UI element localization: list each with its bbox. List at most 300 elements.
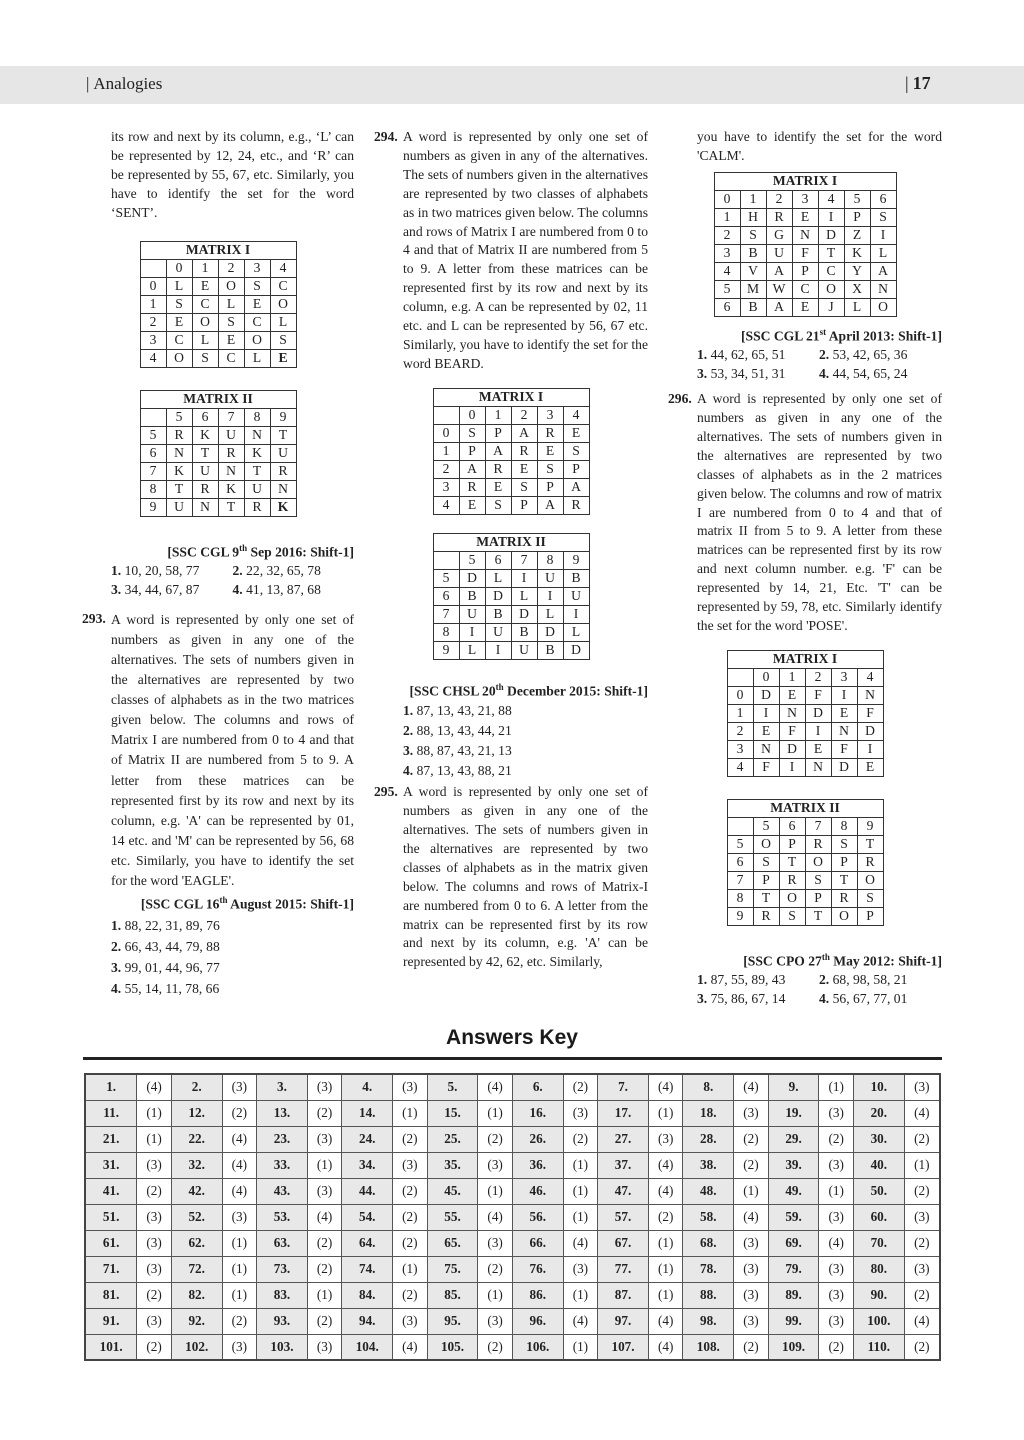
answer-choice: (1): [904, 1152, 940, 1178]
matrix-cell: G: [766, 226, 792, 244]
matrix-cell: D: [805, 704, 831, 722]
matrix-column-label: 4: [818, 190, 844, 208]
matrix-cell: T: [753, 889, 779, 907]
matrix-cell: N: [244, 426, 270, 444]
answer-question-number: 53.: [257, 1204, 308, 1230]
answer-question-number: 76.: [512, 1256, 563, 1282]
answer-choice: (1): [648, 1230, 683, 1256]
question-number: 293.: [82, 610, 106, 626]
matrix-cell: D: [857, 722, 883, 740]
answer-question-number: 85.: [427, 1282, 478, 1308]
answer-choice: (3): [222, 1074, 257, 1100]
answer-question-number: 18.: [683, 1100, 734, 1126]
answer-choice: (3): [734, 1100, 769, 1126]
matrix-column-label: 4: [857, 668, 883, 686]
q293-option-1: 1. 88, 22, 31, 89, 76: [111, 917, 220, 933]
answer-choice: (1): [222, 1230, 257, 1256]
answer-choice: (4): [478, 1204, 513, 1230]
answer-question-number: 109.: [768, 1334, 819, 1360]
matrix-cell: O: [831, 907, 857, 925]
question-text: A word is represented by only one set of numbers as given in any one of the alternatives. The sets of numbers given in the alternatives are represented by two classes of alphabets as in the 2 matrices given below. The columns and row of matrix I are numbered from 0 to 4 and that of matrix II from 5 to 9. A letter from these matrices can be represented first by its row and next column number. e.g. 'F' can be represented by 14, 21, Etc. 'T' can be represented by 59, 78, etc. Similarly identify the set for the word 'POSE'.: [697, 391, 942, 633]
matrix-row: [433, 460, 589, 478]
answer-question-number: 1.: [85, 1074, 137, 1100]
answer-question-number: 29.: [768, 1126, 819, 1152]
matrix-cell: S: [831, 835, 857, 853]
matrix-row-label: 9: [140, 498, 166, 516]
matrix-cell: D: [779, 740, 805, 758]
answer-question-number: 28.: [683, 1126, 734, 1152]
matrix-column-label: 6: [779, 817, 805, 835]
answer-choice: (4): [222, 1178, 257, 1204]
answer-choice: (4): [563, 1308, 598, 1334]
matrix-cell: X: [844, 280, 870, 298]
matrix-row: [433, 496, 589, 514]
matrix-table: [433, 388, 590, 515]
question-295: [374, 783, 648, 972]
matrix-cell: R: [511, 442, 537, 460]
matrix-cell: S: [485, 496, 511, 514]
answer-question-number: 17.: [598, 1100, 649, 1126]
answer-question-number: 56.: [512, 1204, 563, 1230]
answers-key-row: [85, 1204, 940, 1230]
matrix-row: [140, 426, 296, 444]
matrix-row: [727, 740, 883, 758]
column-1: [82, 128, 354, 999]
matrix-row: [433, 605, 589, 623]
matrix-row: [140, 462, 296, 480]
answer-question-number: 51.: [85, 1204, 137, 1230]
matrix-cell: P: [857, 907, 883, 925]
answer-question-number: 14.: [342, 1100, 393, 1126]
matrix-cell: O: [192, 313, 218, 331]
matrix-cell: E: [537, 442, 563, 460]
q292-continuation-text: its row and next by its column, e.g., ‘L’ can be represented by 12, 24, etc., and ‘R’ can be represented by 55, 67, etc. Similarly, you have to identify the set for the word ‘SENT’.: [111, 129, 354, 220]
answer-choice: (3): [563, 1100, 598, 1126]
matrix-cell: E: [270, 349, 296, 367]
q296-options-row-1: [668, 971, 942, 990]
answer-question-number: 79.: [768, 1256, 819, 1282]
q293-option-3: 3. 99, 01, 44, 96, 77: [111, 959, 220, 975]
answer-question-number: 71.: [85, 1256, 137, 1282]
matrix-cell: C: [192, 295, 218, 313]
matrix-cell: P: [485, 424, 511, 442]
answer-question-number: 9.: [768, 1074, 819, 1100]
matrix-cell: F: [792, 244, 818, 262]
answer-choice: (4): [563, 1230, 598, 1256]
answer-choice: (2): [819, 1126, 854, 1152]
answer-choice: (3): [819, 1256, 854, 1282]
answer-choice: (2): [393, 1178, 428, 1204]
answer-choice: (4): [904, 1308, 940, 1334]
answer-choice: (1): [563, 1204, 598, 1230]
matrix-cell: R: [485, 460, 511, 478]
matrix-column-label: 2: [511, 406, 537, 424]
matrix-cell: T: [270, 426, 296, 444]
answer-question-number: 49.: [768, 1178, 819, 1204]
answer-question-number: 59.: [768, 1204, 819, 1230]
answers-key-title: Answers Key: [446, 1026, 578, 1049]
matrix-table: [433, 533, 590, 660]
option-3: 3. 53, 34, 51, 31: [697, 366, 786, 382]
answer-choice: (3): [478, 1308, 513, 1334]
answer-choice: (3): [137, 1230, 172, 1256]
matrix-cell: L: [511, 587, 537, 605]
matrix-cell: T: [166, 480, 192, 498]
matrix-cell: F: [831, 740, 857, 758]
answer-choice: (2): [222, 1308, 257, 1334]
q296-matrix-1: [668, 650, 942, 777]
answer-question-number: 74.: [342, 1256, 393, 1282]
answer-question-number: 46.: [512, 1178, 563, 1204]
matrix-cell: C: [270, 277, 296, 295]
matrix-row-label: 6: [727, 853, 753, 871]
matrix-row-label: 2: [140, 313, 166, 331]
answer-question-number: 93.: [257, 1308, 308, 1334]
matrix-cell: R: [459, 478, 485, 496]
q295-source: [SSC CGL 21st April 2013: Shift-1]: [741, 326, 942, 344]
matrix-cell: I: [779, 758, 805, 776]
answer-choice: (3): [904, 1074, 940, 1100]
option-1: 1. 44, 62, 65, 51: [697, 347, 786, 363]
question-text: A word is represented by only one set of numbers as given in any one of the alternatives. The sets of numbers given in the alternatives are represented by two classes of alphabets as in the two matrices given below. The columns and rows of Matrix I are numbered from 0 to 4 and that of Matrix II are numbered from 5 to 9. A letter from these matrices can be represented first by its row and next by its column, e.g. 'A' can be represented by 01, 14 etc. and 'M' can be represented by 56, 68 etc. Similarly, you have to identify the set for the word 'EAGLE'.: [111, 611, 354, 888]
option-1: 1. 87, 55, 89, 43: [697, 972, 786, 988]
answer-choice: (3): [904, 1204, 940, 1230]
matrix-column-label: 2: [766, 190, 792, 208]
matrix-cell: U: [766, 244, 792, 262]
matrix-row: [140, 313, 296, 331]
answer-choice: (2): [393, 1126, 428, 1152]
answer-choice: (3): [819, 1308, 854, 1334]
matrix-row-label: 4: [727, 758, 753, 776]
matrix-cell: D: [563, 641, 589, 659]
question-number: 295.: [374, 784, 398, 800]
matrix-row-label: 6: [714, 298, 740, 316]
matrix-cell: K: [270, 498, 296, 516]
matrix-cell: D: [485, 587, 511, 605]
answers-key-row: [85, 1334, 940, 1360]
matrix-cell: R: [563, 496, 589, 514]
matrix-column-label: 8: [831, 817, 857, 835]
matrix-cell: I: [818, 208, 844, 226]
answer-choice: (2): [734, 1126, 769, 1152]
matrix-cell: D: [753, 686, 779, 704]
q293-option-4: 4. 55, 14, 11, 78, 66: [111, 980, 220, 996]
matrix-cell: T: [805, 907, 831, 925]
matrix-cell: T: [818, 244, 844, 262]
matrix-cell: N: [805, 758, 831, 776]
matrix-cell: E: [805, 740, 831, 758]
matrix-row-label: 3: [140, 331, 166, 349]
answer-choice: (4): [222, 1152, 257, 1178]
answer-question-number: 40.: [853, 1152, 904, 1178]
matrix-cell: E: [511, 460, 537, 478]
answer-question-number: 87.: [598, 1282, 649, 1308]
answer-question-number: 45.: [427, 1178, 478, 1204]
matrix-cell: R: [244, 498, 270, 516]
matrix-row: [140, 295, 296, 313]
matrix-row-label: 9: [433, 641, 459, 659]
answer-choice: (4): [478, 1074, 513, 1100]
matrix-row-label: 4: [433, 496, 459, 514]
answer-choice: (3): [137, 1256, 172, 1282]
matrix-cell: N: [270, 480, 296, 498]
matrix-column-label: 1: [192, 259, 218, 277]
matrix-cell: A: [766, 298, 792, 316]
answer-question-number: 89.: [768, 1282, 819, 1308]
answer-question-number: 25.: [427, 1126, 478, 1152]
answer-choice: (2): [904, 1282, 940, 1308]
matrix-cell: O: [818, 280, 844, 298]
option-3: 3. 34, 44, 67, 87: [111, 581, 200, 597]
answer-question-number: 31.: [85, 1152, 137, 1178]
answer-question-number: 98.: [683, 1308, 734, 1334]
matrix-row: [433, 623, 589, 641]
answer-choice: (3): [393, 1152, 428, 1178]
matrix-row-label: 2: [714, 226, 740, 244]
matrix-row-label: 7: [727, 871, 753, 889]
answer-choice: (3): [307, 1074, 342, 1100]
matrix-column-label: 5: [844, 190, 870, 208]
matrix-cell: B: [511, 623, 537, 641]
matrix-cell: S: [459, 424, 485, 442]
matrix-row-label: 9: [727, 907, 753, 925]
answers-key-row: [85, 1074, 940, 1100]
answer-question-number: 82.: [171, 1282, 222, 1308]
answer-choice: (2): [648, 1204, 683, 1230]
matrix-row: [433, 442, 589, 460]
matrix-cell: B: [563, 569, 589, 587]
answer-question-number: 99.: [768, 1308, 819, 1334]
q295-matrix: [668, 172, 942, 317]
answer-choice: (3): [734, 1256, 769, 1282]
answers-key-row: [85, 1152, 940, 1178]
matrix-cell: E: [218, 331, 244, 349]
matrix-cell: I: [753, 704, 779, 722]
matrix-column-header-row: [714, 190, 896, 208]
matrix-cell: B: [740, 244, 766, 262]
matrix-cell: B: [459, 587, 485, 605]
answer-choice: (3): [819, 1204, 854, 1230]
matrix-cell: U: [511, 641, 537, 659]
answer-question-number: 105.: [427, 1334, 478, 1360]
answer-question-number: 81.: [85, 1282, 137, 1308]
matrix-cell: O: [218, 277, 244, 295]
matrix-row: [714, 226, 896, 244]
answer-question-number: 83.: [257, 1282, 308, 1308]
answer-choice: (2): [393, 1230, 428, 1256]
answer-question-number: 91.: [85, 1308, 137, 1334]
option-4: 4. 41, 13, 87, 68: [232, 581, 321, 597]
matrix-column-label: 4: [563, 406, 589, 424]
answer-question-number: 2.: [171, 1074, 222, 1100]
matrix-corner-cell: [433, 406, 459, 424]
matrix-column-label: 0: [753, 668, 779, 686]
answer-choice: (1): [393, 1256, 428, 1282]
answer-question-number: 32.: [171, 1152, 222, 1178]
matrix-cell: D: [511, 605, 537, 623]
answer-choice: (1): [307, 1152, 342, 1178]
matrix-column-label: 3: [831, 668, 857, 686]
matrix-cell: K: [166, 462, 192, 480]
option-2: 2. 22, 32, 65, 78: [232, 562, 321, 578]
answer-choice: (1): [393, 1100, 428, 1126]
matrix-column-header-row: [140, 259, 296, 277]
matrix-cell: B: [740, 298, 766, 316]
matrix-title: MATRIX II: [140, 390, 296, 408]
q294-matrix-2: [374, 533, 648, 660]
answer-question-number: 6.: [512, 1074, 563, 1100]
matrix-row-label: 5: [433, 569, 459, 587]
matrix-cell: R: [753, 907, 779, 925]
answer-choice: (3): [563, 1256, 598, 1282]
answer-question-number: 10.: [853, 1074, 904, 1100]
matrix-row-label: 1: [433, 442, 459, 460]
matrix-cell: S: [166, 295, 192, 313]
answer-choice: (2): [137, 1178, 172, 1204]
matrix-cell: E: [459, 496, 485, 514]
matrix-cell: T: [218, 498, 244, 516]
answer-choice: (2): [734, 1334, 769, 1360]
answer-choice: (3): [478, 1152, 513, 1178]
answer-question-number: 4.: [342, 1074, 393, 1100]
matrix-cell: Y: [844, 262, 870, 280]
answer-choice: (3): [307, 1334, 342, 1360]
matrix-row: [140, 349, 296, 367]
answer-question-number: 23.: [257, 1126, 308, 1152]
matrix-row-label: 5: [140, 426, 166, 444]
matrix-cell: I: [459, 623, 485, 641]
matrix-cell: V: [740, 262, 766, 280]
answer-choice: (2): [307, 1308, 342, 1334]
answer-question-number: 63.: [257, 1230, 308, 1256]
answer-question-number: 108.: [683, 1334, 734, 1360]
answer-question-number: 62.: [171, 1230, 222, 1256]
matrix-title: MATRIX I: [714, 172, 896, 190]
matrix-cell: S: [192, 349, 218, 367]
matrix-cell: P: [792, 262, 818, 280]
matrix-cell: R: [805, 835, 831, 853]
matrix-cell: R: [218, 444, 244, 462]
matrix-cell: S: [779, 907, 805, 925]
matrix-row-label: 1: [140, 295, 166, 313]
matrix-table: [714, 172, 897, 317]
matrix-cell: I: [485, 641, 511, 659]
answer-question-number: 33.: [257, 1152, 308, 1178]
matrix-cell: E: [857, 758, 883, 776]
matrix-cell: O: [857, 871, 883, 889]
matrix-cell: B: [537, 641, 563, 659]
matrix-column-label: 2: [805, 668, 831, 686]
answer-question-number: 22.: [171, 1126, 222, 1152]
matrix-row-label: 1: [714, 208, 740, 226]
answer-question-number: 103.: [257, 1334, 308, 1360]
answer-choice: (4): [734, 1074, 769, 1100]
answer-question-number: 61.: [85, 1230, 137, 1256]
answer-question-number: 7.: [598, 1074, 649, 1100]
answer-choice: (2): [393, 1282, 428, 1308]
q292-source: [SSC CGL 9th Sep 2016: Shift-1]: [167, 542, 354, 560]
answer-choice: (2): [137, 1282, 172, 1308]
answer-choice: (4): [819, 1230, 854, 1256]
answer-choice: (1): [222, 1256, 257, 1282]
matrix-cell: E: [831, 704, 857, 722]
matrix-cell: B: [485, 605, 511, 623]
matrix-cell: D: [831, 758, 857, 776]
q295-continuation-text: you have to identify the set for the word 'CALM'.: [697, 129, 942, 163]
matrix-cell: D: [537, 623, 563, 641]
answer-choice: (2): [307, 1256, 342, 1282]
answer-choice: (2): [393, 1204, 428, 1230]
matrix-cell: Z: [844, 226, 870, 244]
matrix-cell: L: [459, 641, 485, 659]
matrix-row: [140, 444, 296, 462]
matrix-cell: S: [270, 331, 296, 349]
matrix-row: [727, 686, 883, 704]
matrix-table: [140, 241, 297, 368]
answer-choice: (2): [734, 1152, 769, 1178]
matrix-cell: U: [166, 498, 192, 516]
matrix-column-header-row: [727, 668, 883, 686]
matrix-cell: P: [563, 460, 589, 478]
matrix-cell: E: [779, 686, 805, 704]
matrix-cell: N: [779, 704, 805, 722]
matrix-row-label: 3: [433, 478, 459, 496]
matrix-cell: R: [857, 853, 883, 871]
matrix-cell: P: [844, 208, 870, 226]
matrix-row: [727, 704, 883, 722]
matrix-cell: E: [166, 313, 192, 331]
q294-source: [SSC CHSL 20th December 2015: Shift-1]: [409, 681, 648, 699]
matrix-column-label: 1: [740, 190, 766, 208]
matrix-column-label: 5: [459, 551, 485, 569]
matrix-cell: N: [192, 498, 218, 516]
answer-choice: (2): [563, 1126, 598, 1152]
matrix-row: [727, 722, 883, 740]
matrix-cell: P: [537, 478, 563, 496]
matrix-cell: K: [244, 444, 270, 462]
matrix-row: [727, 853, 883, 871]
answer-choice: (2): [222, 1100, 257, 1126]
answers-key-row: [85, 1100, 940, 1126]
answer-choice: (3): [222, 1204, 257, 1230]
option-2: 2. 53, 42, 65, 36: [819, 347, 908, 363]
answer-question-number: 5.: [427, 1074, 478, 1100]
matrix-row: [727, 758, 883, 776]
option-1: 1. 10, 20, 58, 77: [111, 562, 200, 578]
answers-key-table: [84, 1073, 941, 1361]
matrix-cell: K: [218, 480, 244, 498]
option-3: 3. 75, 86, 67, 14: [697, 991, 786, 1007]
matrix-cell: L: [244, 349, 270, 367]
answer-question-number: 75.: [427, 1256, 478, 1282]
answer-choice: (2): [478, 1256, 513, 1282]
answer-choice: (4): [648, 1074, 683, 1100]
matrix-title: MATRIX I: [433, 388, 589, 406]
question-294: [374, 128, 648, 374]
answer-question-number: 78.: [683, 1256, 734, 1282]
answer-choice: (4): [648, 1308, 683, 1334]
answer-question-number: 58.: [683, 1204, 734, 1230]
answer-question-number: 35.: [427, 1152, 478, 1178]
matrix-cell: E: [192, 277, 218, 295]
matrix-row-label: 1: [727, 704, 753, 722]
matrix-row-label: 5: [714, 280, 740, 298]
answers-key-row: [85, 1126, 940, 1152]
matrix-title: MATRIX II: [433, 533, 589, 551]
matrix-column-label: 3: [244, 259, 270, 277]
matrix-cell: C: [818, 262, 844, 280]
matrix-cell: L: [192, 331, 218, 349]
